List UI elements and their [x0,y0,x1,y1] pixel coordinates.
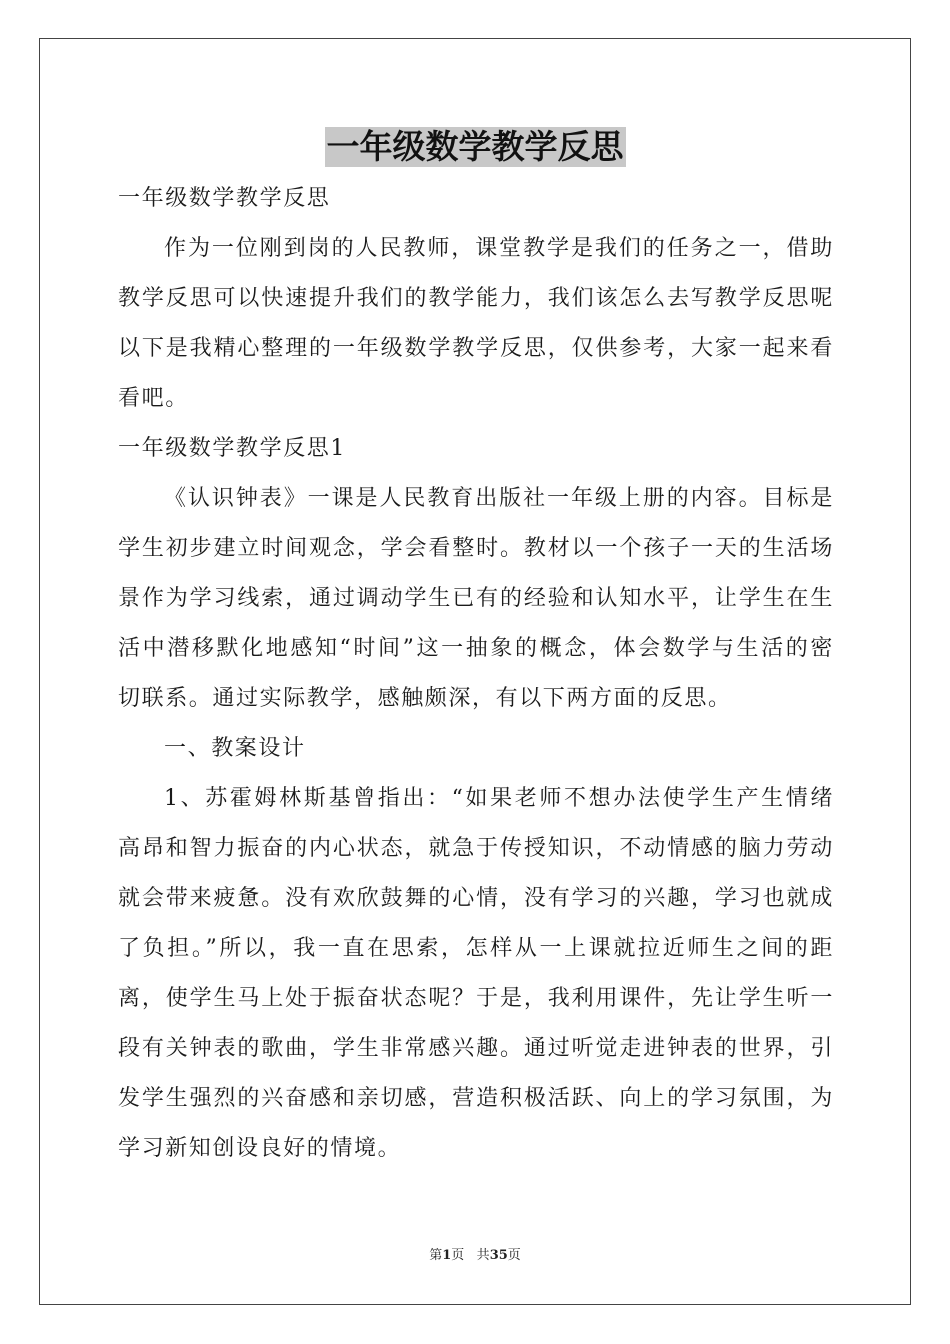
text-line: 段有关钟表的歌曲，学生非常感兴趣。通过听觉走进钟表的世界，引 [118,1036,834,1061]
text-line: 就会带来疲惫。没有欢欣鼓舞的心情，没有学习的兴趣，学习也就成 [118,886,834,911]
text-line: 学习新知创设良好的情境。 [118,1136,402,1161]
text-line: 一年级数学教学反思 [118,186,331,211]
text-line: 景作为学习线索，通过调动学生已有的经验和认知水平，让学生在生 [118,586,834,611]
text-line: 一、教案设计 [164,736,306,761]
footer-page-number: 1 [442,1248,452,1263]
text-line: 高昂和智力振奋的内心状态，就急于传授知识，不动情感的脑力劳动 [118,836,834,861]
document-title: 一年级数学教学反思 [326,127,624,166]
text-line: 一年级数学教学反思1 [118,436,346,461]
text-line: 1、苏霍姆林斯基曾指出：“如果老师不想办法使学生产生情绪 [164,786,834,811]
text-line: 学生初步建立时间观念，学会看整时。教材以一个孩子一天的生活场 [118,536,834,561]
footer-total-prefix: 共 [476,1248,490,1263]
page-footer [0,1244,950,1263]
document-body [118,177,834,1177]
footer-page-prefix: 第 [429,1248,443,1263]
footer-total-pages: 35 [489,1248,508,1263]
text-line: 离，使学生马上处于振奋状态呢？于是，我利用课件，先让学生听一 [118,986,834,1011]
title-container [0,127,950,167]
text-line: 以下是我精心整理的一年级数学教学反思，仅供参考，大家一起来看 [118,336,834,361]
text-line: 了负担。”所以，我一直在思索，怎样从一上课就拉近师生之间的距 [118,936,834,961]
text-line: 看吧。 [118,386,189,411]
text-line: 教学反思可以快速提升我们的教学能力，我们该怎么去写教学反思呢 [118,286,834,311]
text-line: 《认识钟表》一课是人民教育出版社一年级上册的内容。目标是 [164,486,834,511]
footer-page-suffix: 页 [451,1248,465,1263]
text-line: 作为一位刚到岗的人民教师，课堂教学是我们的任务之一，借助 [164,236,834,261]
footer-total-suffix: 页 [507,1248,521,1263]
text-line: 发学生强烈的兴奋感和亲切感，营造积极活跃、向上的学习氛围，为 [118,1086,834,1111]
text-line: 活中潜移默化地感知“时间”这一抽象的概念，体会数学与生活的密 [118,636,834,661]
text-line: 切联系。通过实际教学，感触颇深，有以下两方面的反思。 [118,686,732,711]
